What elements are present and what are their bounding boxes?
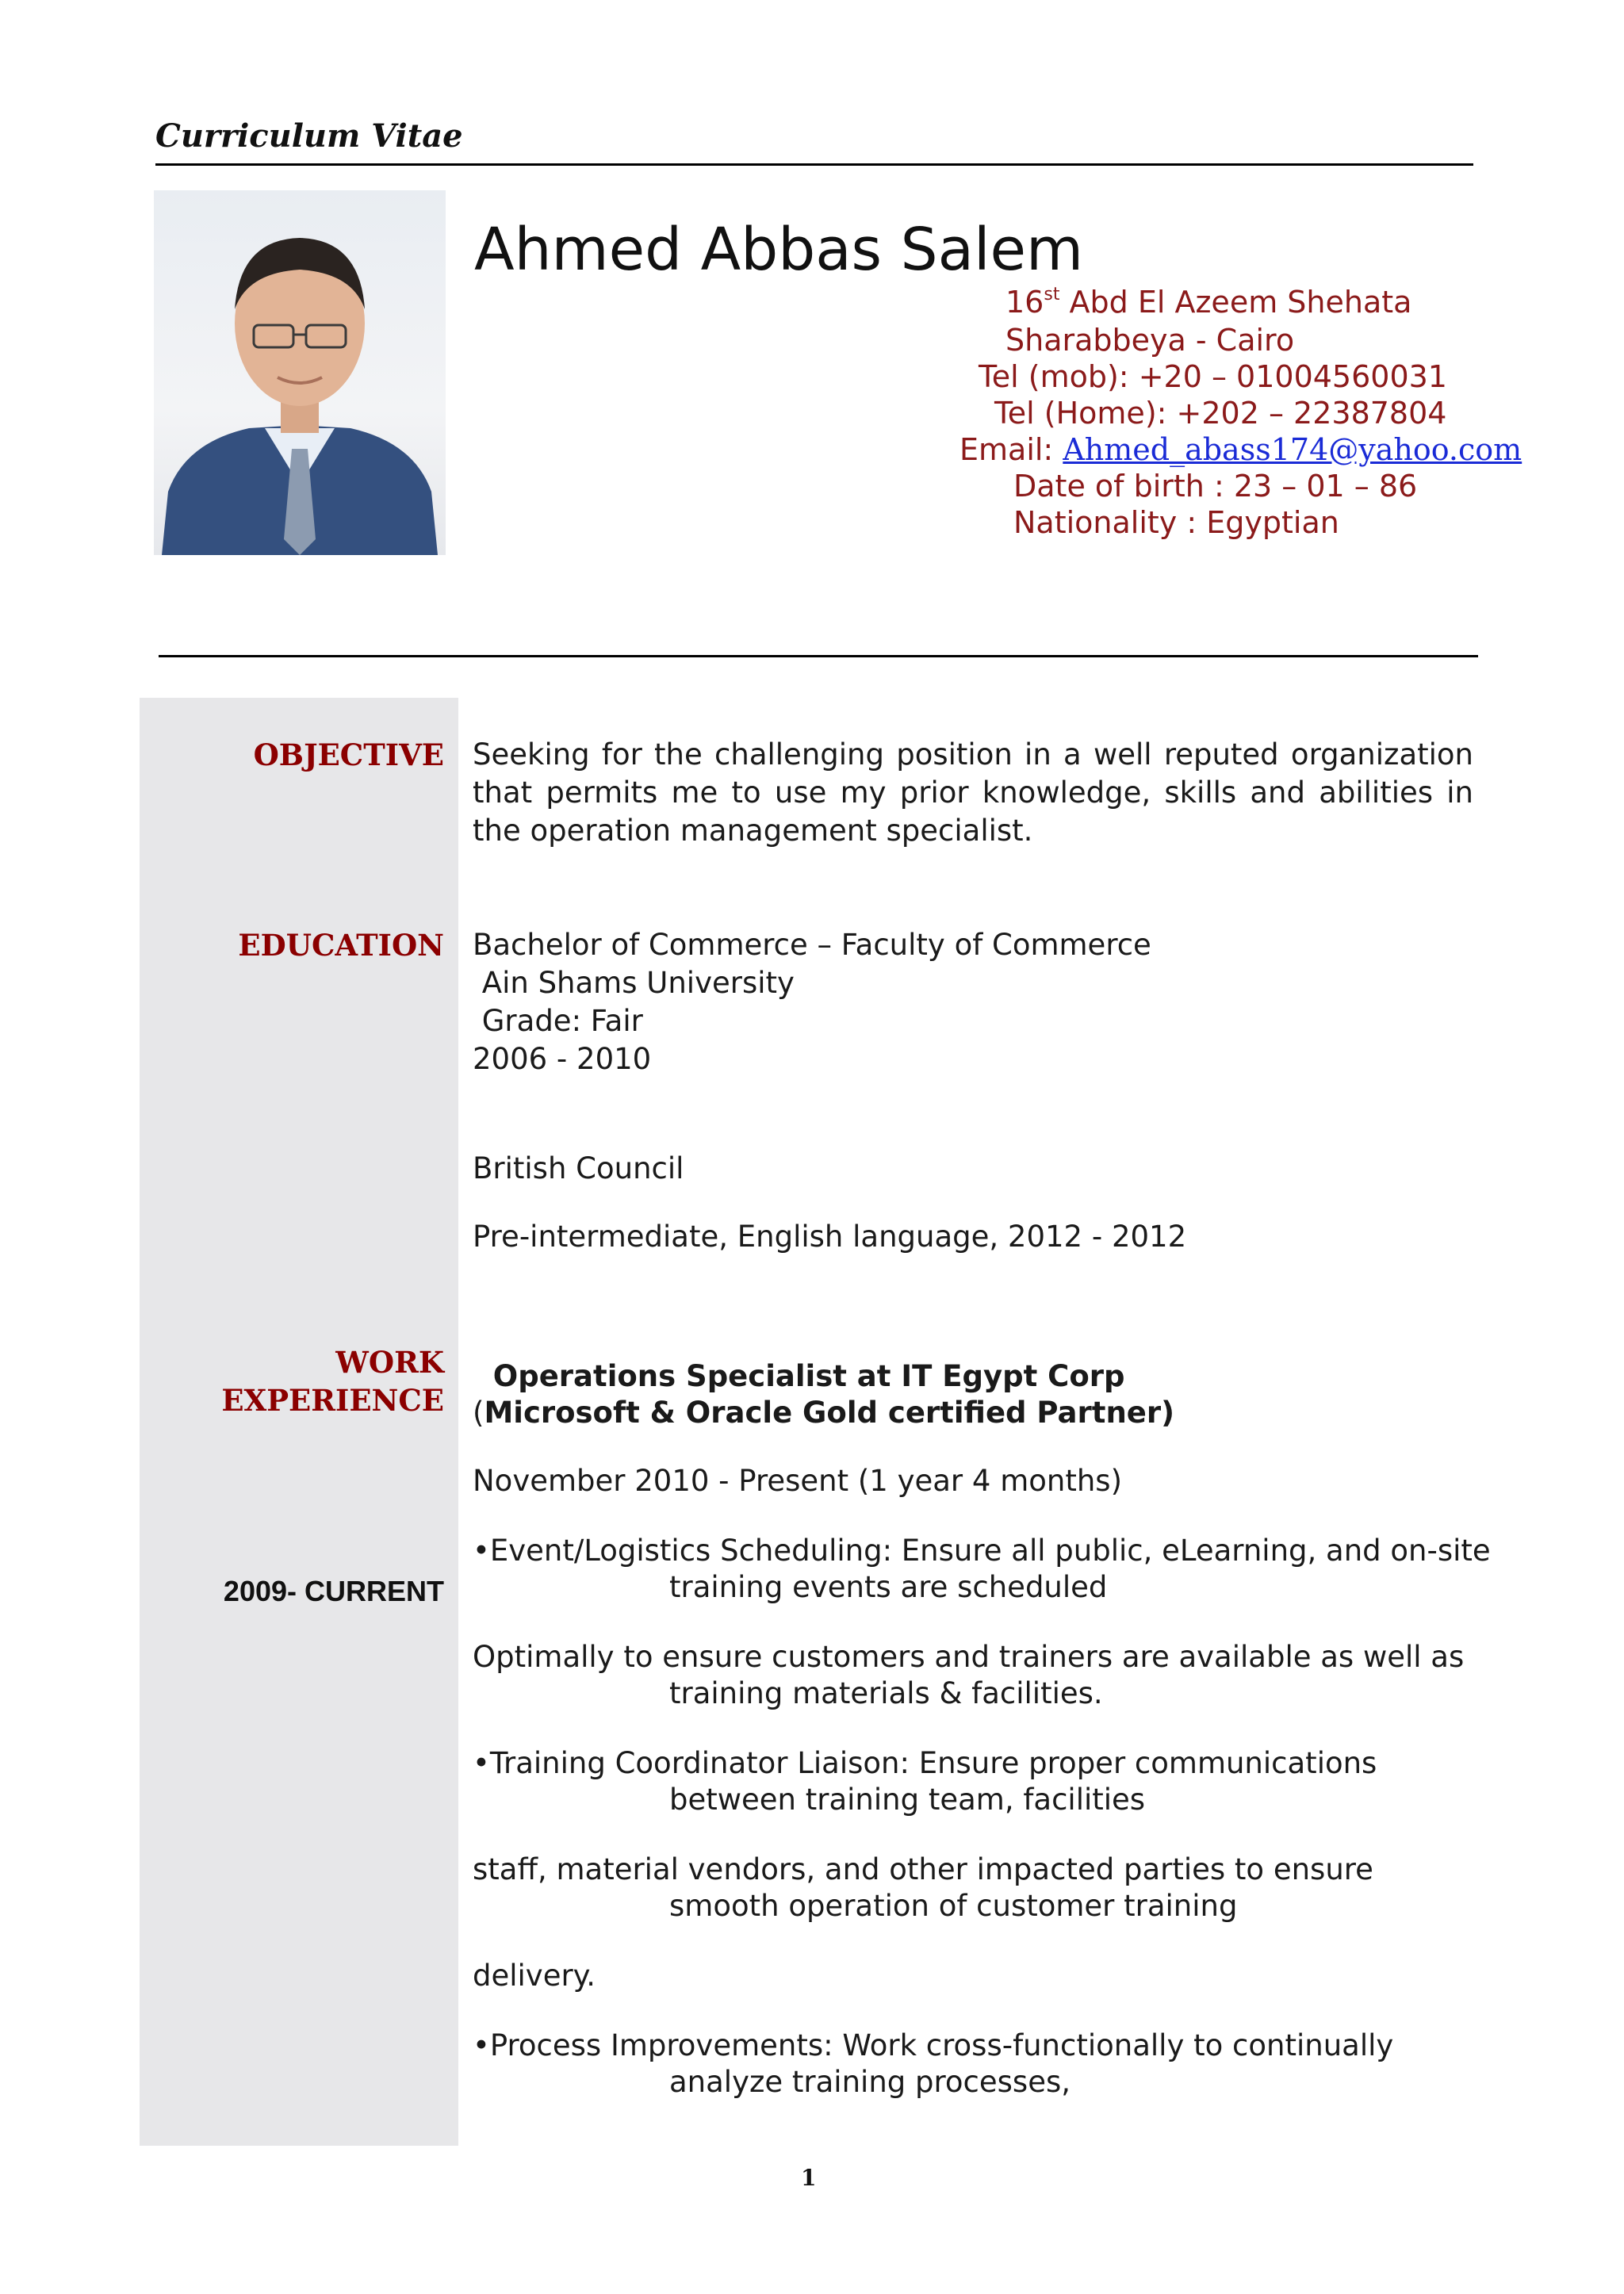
education-course: Pre-intermediate, English language, 2012 - 2012 [473,1220,1187,1254]
email-label: Email: [959,432,1063,467]
education-heading: EDUCATION [238,928,444,963]
mobile-phone: Tel (mob): +20 – 01004560031 [979,359,1447,394]
work-line: delivery. [473,1959,596,1993]
document-title: Curriculum Vitae [155,117,463,155]
work-line: •Process Improvements: Work cross-functionally to continually [473,2028,1394,2062]
work-heading-line-1: WORK [335,1345,444,1380]
work-date-label: 2009- CURRENT [223,1575,444,1607]
education-years: 2006 - 2010 [473,1042,652,1076]
education-grade: Grade: Fair [473,1004,643,1038]
work-line: training events are scheduled [669,1570,1108,1604]
work-line: between training team, facilities [669,1783,1146,1817]
objective-text: Seeking for the challenging position in a well reputed organization that permits me to use my prior knowledge, skills and abilities in the operation management specialist. [473,737,1473,848]
work-heading-line-2: EXPERIENCE [221,1383,444,1418]
work-partner-paren: ( [473,1396,485,1430]
profile-photo [154,190,446,555]
education-council: British Council [473,1151,684,1185]
objective-heading: OBJECTIVE [253,737,444,772]
address-street: Abd El Azeem Shehata [1059,285,1412,320]
work-line: Optimally to ensure customers and trainers are available as well as [473,1640,1465,1674]
address-line-1 [1005,285,1412,320]
home-phone: Tel (Home): +202 – 22387804 [994,396,1447,431]
work-line: •Training Coordinator Liaison: Ensure proper communications [473,1746,1377,1780]
section-divider [159,655,1478,657]
work-partner-line [473,1394,1174,1432]
email-link[interactable]: Ahmed_abass174@yahoo.com [1063,432,1522,467]
work-line: •Event/Logistics Scheduling: Ensure all public, eLearning, and on-site [473,1534,1491,1568]
section-sidebar [140,698,458,2146]
work-partner: Microsoft & Oracle Gold certified Partner) [484,1396,1175,1430]
address-number: 16 [1005,285,1044,320]
work-duration: November 2010 - Present (1 year 4 months) [473,1464,1123,1498]
email-line [959,432,1522,467]
page-number: 1 [801,2165,817,2191]
work-line: training materials & facilities. [669,1676,1103,1710]
work-position: Operations Specialist at IT Egypt Corp [473,1359,1125,1393]
candidate-name: Ahmed Abbas Salem [474,216,1084,284]
education-university: Ain Shams University [473,966,795,1000]
work-line: staff, material vendors, and other impacted parties to ensure [473,1852,1373,1886]
work-line: analyze training processes, [669,2065,1071,2099]
header-divider [155,163,1473,166]
address-suffix: st [1044,285,1060,304]
address-city: Sharabbeya - Cairo [1005,323,1295,358]
date-of-birth: Date of birth : 23 – 01 – 86 [1013,469,1418,504]
nationality: Nationality : Egyptian [1013,505,1339,540]
work-line: smooth operation of customer training [669,1889,1238,1923]
education-degree: Bachelor of Commerce – Faculty of Commerce [473,928,1151,962]
